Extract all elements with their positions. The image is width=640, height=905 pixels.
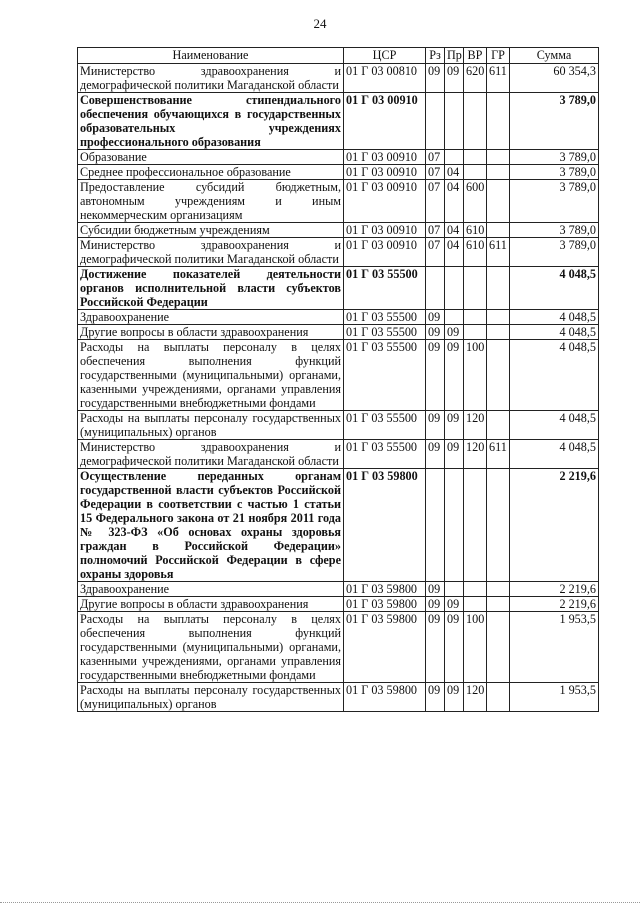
- row-name-cell: Расходы на выплаты персоналу в целях обеспечения выполнения функций государственными (муниципальными) органами, казенными учреждениями, органами управления государственными внебюджетными фондами: [78, 612, 344, 683]
- table-row: [78, 683, 599, 712]
- row-gr-cell: [487, 310, 510, 325]
- row-gr-cell: [487, 683, 510, 712]
- table-row: [78, 411, 599, 440]
- row-pr-cell: 09: [445, 597, 464, 612]
- row-rz-cell: [426, 469, 445, 582]
- row-name-cell: Субсидии бюджетным учреждениям: [78, 223, 344, 238]
- row-name-cell: Образование: [78, 150, 344, 165]
- row-pr-cell: [445, 469, 464, 582]
- row-pr-cell: 09: [445, 683, 464, 712]
- row-pr-cell: 09: [445, 411, 464, 440]
- row-vr-cell: 620: [464, 64, 487, 93]
- row-vr-cell: 120: [464, 683, 487, 712]
- row-gr-cell: [487, 411, 510, 440]
- header-pr: Пр: [445, 48, 464, 64]
- row-pr-cell: 04: [445, 165, 464, 180]
- row-pr-cell: 04: [445, 238, 464, 267]
- table-row: [78, 310, 599, 325]
- row-gr-cell: [487, 325, 510, 340]
- row-vr-cell: [464, 267, 487, 310]
- row-rz-cell: 09: [426, 340, 445, 411]
- row-rz-cell: 09: [426, 411, 445, 440]
- row-vr-cell: 600: [464, 180, 487, 223]
- row-pr-cell: [445, 93, 464, 150]
- row-vr-cell: 100: [464, 340, 487, 411]
- row-name-cell: Расходы на выплаты персоналу государственных (муниципальных) органов: [78, 411, 344, 440]
- row-code-cell: 01 Г 03 00910: [344, 165, 426, 180]
- table-row: [78, 180, 599, 223]
- row-name-cell: Осуществление переданных органам государственной власти субъектов Российской Федерации в соответствии с частью 1 статьи 15 Федерального закона от 21 ноября 2011 года № 323-ФЗ «Об основах охраны здоровья граждан в Российской Федерации» полномочий Российской Федерации в сфере охраны здоровья: [78, 469, 344, 582]
- row-gr-cell: [487, 597, 510, 612]
- row-pr-cell: [445, 150, 464, 165]
- table-row: [78, 150, 599, 165]
- row-pr-cell: [445, 582, 464, 597]
- row-pr-cell: [445, 267, 464, 310]
- row-sum-cell: 2 219,6: [510, 597, 599, 612]
- table-row: [78, 612, 599, 683]
- row-gr-cell: [487, 267, 510, 310]
- row-sum-cell: 3 789,0: [510, 238, 599, 267]
- row-code-cell: 01 Г 03 00910: [344, 93, 426, 150]
- row-name-cell: Предоставление субсидий бюджетным, автономным учреждениям и иным некоммерческим организациям: [78, 180, 344, 223]
- row-gr-cell: [487, 469, 510, 582]
- row-sum-cell: 3 789,0: [510, 180, 599, 223]
- table-row: [78, 440, 599, 469]
- table-row: [78, 267, 599, 310]
- row-sum-cell: 3 789,0: [510, 223, 599, 238]
- header-name: Наименование: [78, 48, 344, 64]
- row-gr-cell: 611: [487, 238, 510, 267]
- row-code-cell: 01 Г 03 59800: [344, 469, 426, 582]
- row-rz-cell: 07: [426, 238, 445, 267]
- row-code-cell: 01 Г 03 55500: [344, 325, 426, 340]
- row-rz-cell: 07: [426, 180, 445, 223]
- row-sum-cell: 3 789,0: [510, 150, 599, 165]
- row-rz-cell: 09: [426, 582, 445, 597]
- row-vr-cell: [464, 165, 487, 180]
- row-rz-cell: 09: [426, 325, 445, 340]
- row-name-cell: Другие вопросы в области здравоохранения: [78, 325, 344, 340]
- row-rz-cell: 09: [426, 612, 445, 683]
- row-code-cell: 01 Г 03 00810: [344, 64, 426, 93]
- row-code-cell: 01 Г 03 59800: [344, 582, 426, 597]
- header-sum: Сумма: [510, 48, 599, 64]
- row-sum-cell: 60 354,3: [510, 64, 599, 93]
- table-row: [78, 238, 599, 267]
- row-name-cell: Совершенствование стипендиального обеспечения обучающихся в государственных образовательных учреждениях профессионального образования: [78, 93, 344, 150]
- row-rz-cell: 07: [426, 165, 445, 180]
- row-code-cell: 01 Г 03 00910: [344, 180, 426, 223]
- header-gr: ГР: [487, 48, 510, 64]
- row-vr-cell: 120: [464, 440, 487, 469]
- row-pr-cell: 09: [445, 440, 464, 469]
- row-sum-cell: 4 048,5: [510, 440, 599, 469]
- row-gr-cell: [487, 340, 510, 411]
- row-sum-cell: 3 789,0: [510, 93, 599, 150]
- row-name-cell: Здравоохранение: [78, 582, 344, 597]
- row-sum-cell: 4 048,5: [510, 267, 599, 310]
- row-name-cell: Министерство здравоохранения и демографической политики Магаданской области: [78, 440, 344, 469]
- table-row: [78, 340, 599, 411]
- row-pr-cell: 09: [445, 325, 464, 340]
- row-gr-cell: [487, 165, 510, 180]
- row-sum-cell: 4 048,5: [510, 411, 599, 440]
- row-sum-cell: 1 953,5: [510, 683, 599, 712]
- row-gr-cell: 611: [487, 440, 510, 469]
- row-gr-cell: 611: [487, 64, 510, 93]
- row-sum-cell: 4 048,5: [510, 310, 599, 325]
- row-pr-cell: 09: [445, 340, 464, 411]
- header-rz: Рз: [426, 48, 445, 64]
- table-row: [78, 64, 599, 93]
- row-code-cell: 01 Г 03 59800: [344, 612, 426, 683]
- table-row: [78, 325, 599, 340]
- row-gr-cell: [487, 582, 510, 597]
- row-gr-cell: [487, 612, 510, 683]
- row-code-cell: 01 Г 03 55500: [344, 310, 426, 325]
- row-name-cell: Другие вопросы в области здравоохранения: [78, 597, 344, 612]
- row-code-cell: 01 Г 03 00910: [344, 150, 426, 165]
- budget-table: [77, 47, 599, 712]
- row-pr-cell: 04: [445, 180, 464, 223]
- row-vr-cell: 100: [464, 612, 487, 683]
- row-pr-cell: 04: [445, 223, 464, 238]
- row-vr-cell: [464, 325, 487, 340]
- table-row: [78, 597, 599, 612]
- row-name-cell: Министерство здравоохранения и демографической политики Магаданской области: [78, 238, 344, 267]
- row-pr-cell: 09: [445, 64, 464, 93]
- table-row: [78, 223, 599, 238]
- row-gr-cell: [487, 150, 510, 165]
- row-sum-cell: 1 953,5: [510, 612, 599, 683]
- table-body: [78, 64, 599, 712]
- row-name-cell: Министерство здравоохранения и демографической политики Магаданской области: [78, 64, 344, 93]
- row-rz-cell: 09: [426, 64, 445, 93]
- table-row: [78, 469, 599, 582]
- row-vr-cell: 120: [464, 411, 487, 440]
- row-sum-cell: 2 219,6: [510, 582, 599, 597]
- row-pr-cell: [445, 310, 464, 325]
- row-code-cell: 01 Г 03 55500: [344, 340, 426, 411]
- row-name-cell: Расходы на выплаты персоналу государственных (муниципальных) органов: [78, 683, 344, 712]
- row-code-cell: 01 Г 03 55500: [344, 267, 426, 310]
- row-vr-cell: [464, 469, 487, 582]
- header-vr: ВР: [464, 48, 487, 64]
- row-vr-cell: [464, 310, 487, 325]
- row-pr-cell: 09: [445, 612, 464, 683]
- row-gr-cell: [487, 93, 510, 150]
- row-code-cell: 01 Г 03 55500: [344, 440, 426, 469]
- row-rz-cell: [426, 267, 445, 310]
- row-code-cell: 01 Г 03 00910: [344, 238, 426, 267]
- row-vr-cell: [464, 150, 487, 165]
- row-rz-cell: 07: [426, 223, 445, 238]
- row-sum-cell: 4 048,5: [510, 325, 599, 340]
- row-gr-cell: [487, 180, 510, 223]
- row-rz-cell: 07: [426, 150, 445, 165]
- row-rz-cell: [426, 93, 445, 150]
- row-rz-cell: 09: [426, 597, 445, 612]
- bottom-divider: [0, 902, 640, 903]
- page-number: 24: [313, 16, 327, 31]
- row-vr-cell: [464, 582, 487, 597]
- row-vr-cell: [464, 597, 487, 612]
- row-sum-cell: 2 219,6: [510, 469, 599, 582]
- table-header-row: [78, 48, 599, 64]
- row-name-cell: Здравоохранение: [78, 310, 344, 325]
- row-vr-cell: [464, 93, 487, 150]
- row-gr-cell: [487, 223, 510, 238]
- row-rz-cell: 09: [426, 440, 445, 469]
- row-name-cell: Расходы на выплаты персоналу в целях обеспечения выполнения функций государственными (муниципальными) органами, казенными учреждениями, органами управления государственными внебюджетными фондами: [78, 340, 344, 411]
- row-rz-cell: 09: [426, 683, 445, 712]
- row-rz-cell: 09: [426, 310, 445, 325]
- table-row: [78, 93, 599, 150]
- row-code-cell: 01 Г 03 59800: [344, 683, 426, 712]
- row-sum-cell: 4 048,5: [510, 340, 599, 411]
- row-code-cell: 01 Г 03 59800: [344, 597, 426, 612]
- table-row: [78, 582, 599, 597]
- row-code-cell: 01 Г 03 00910: [344, 223, 426, 238]
- row-name-cell: Достижение показателей деятельности органов исполнительной власти субъектов Российской Федерации: [78, 267, 344, 310]
- row-code-cell: 01 Г 03 55500: [344, 411, 426, 440]
- row-vr-cell: 610: [464, 223, 487, 238]
- row-sum-cell: 3 789,0: [510, 165, 599, 180]
- row-name-cell: Среднее профессиональное образование: [78, 165, 344, 180]
- header-code: ЦСР: [344, 48, 426, 64]
- row-vr-cell: 610: [464, 238, 487, 267]
- table-row: [78, 165, 599, 180]
